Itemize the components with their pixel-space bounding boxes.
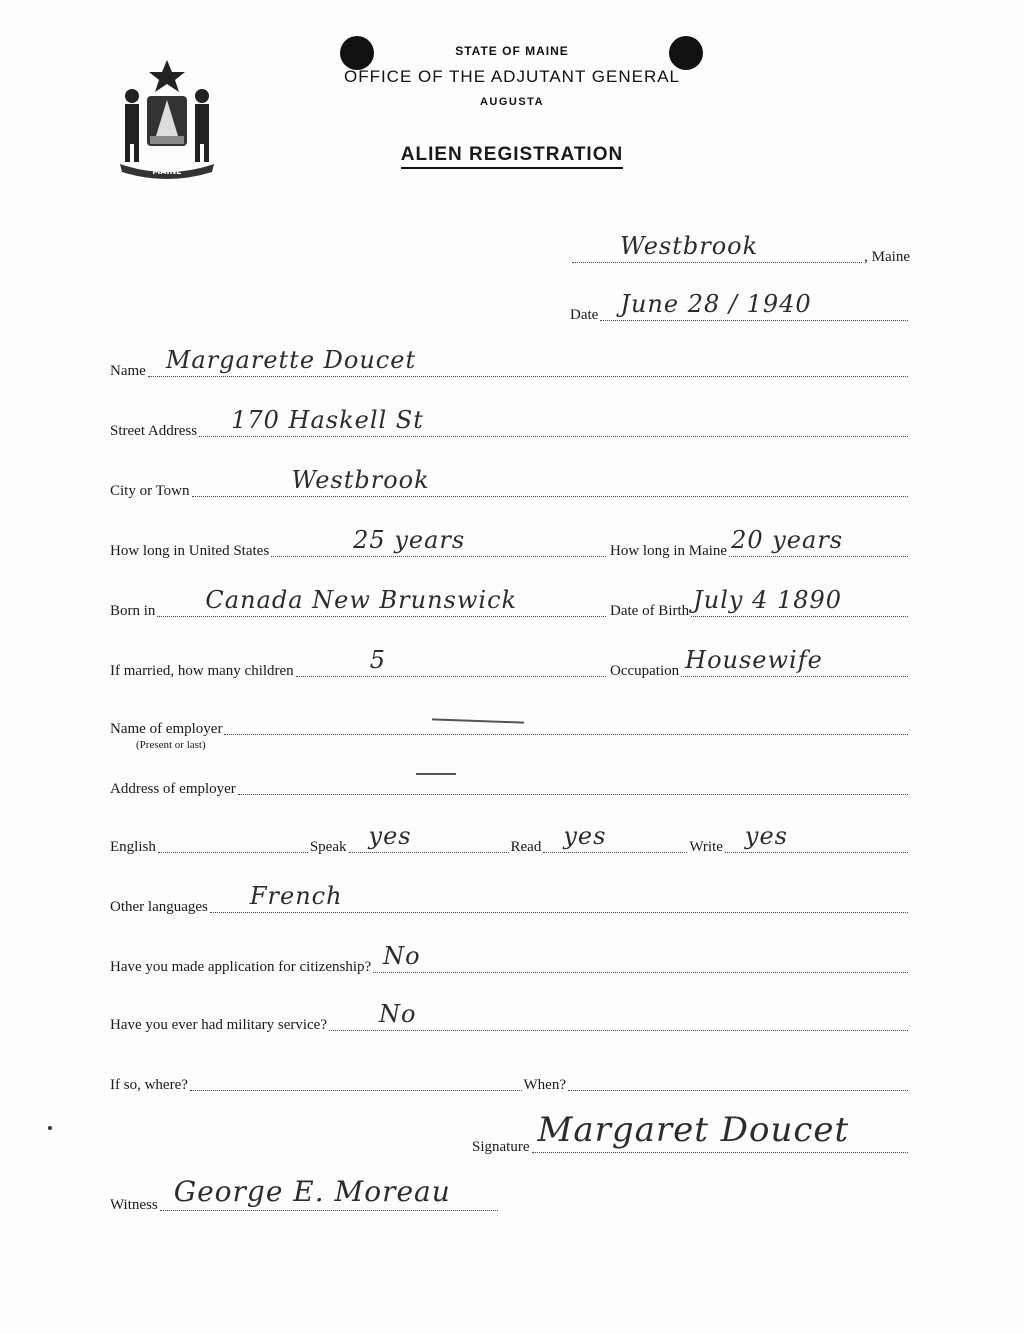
english-field [158,838,308,853]
where-field[interactable] [190,1076,522,1091]
office-heading: OFFICE OF THE ADJUTANT GENERAL [343,67,681,86]
city-label: City or Town [110,483,190,499]
other-lang-label: Other languages [110,899,208,915]
military-label: Have you ever had military service? [110,1017,327,1033]
date-row [570,290,910,324]
employer-addr-label: Address of employer [110,781,236,797]
citizenship-row [110,942,910,976]
dob-field[interactable] [691,586,908,617]
military-field[interactable] [329,1000,908,1031]
signature-label: Signature [472,1139,530,1155]
english-label: English [110,839,156,855]
speak-label: Speak [309,839,347,855]
me-years-value: 20 years [731,526,844,554]
witness-label: Witness [110,1197,158,1213]
occupation-field[interactable] [681,646,908,677]
other-lang-field[interactable] [210,882,908,913]
signature-field[interactable] [532,1110,909,1153]
us-years-label: How long in United States [110,543,270,559]
occupation-label: Occupation [610,663,680,679]
place-label: , Maine [864,249,910,265]
when-label: When? [523,1077,566,1093]
children-value: 5 [369,646,386,674]
where-row [110,1076,910,1094]
name-value: Margarette Doucet [165,346,417,374]
witness-value: George E. Moreau [173,1175,451,1208]
read-value: yes [563,822,607,850]
city-heading: AUGUSTA [479,96,545,108]
citizenship-value: No [383,942,421,970]
english-row [110,822,910,856]
me-years-label: How long in Maine [610,543,728,559]
write-value: yes [744,822,788,850]
street-row [110,406,910,440]
children-field[interactable] [296,646,606,677]
read-field[interactable] [543,822,687,853]
date-field[interactable] [600,290,908,321]
write-label: Write [689,839,723,855]
dob-row [610,586,910,620]
us-years-row [110,526,608,560]
born-field[interactable] [157,586,606,617]
dob-label: Date of Birth [610,603,690,619]
name-label: Name [110,363,146,379]
me-years-field[interactable] [729,526,908,557]
form-title: ALIEN REGISTRATION [0,144,1024,166]
name-row [110,346,910,380]
employer-addr-dash-mark [416,773,456,775]
date-value: June 28 / 1940 [620,290,812,318]
place-row [570,232,910,266]
place-value: Westbrook [620,232,759,260]
children-label: If married, how many children [110,663,294,679]
city-value: Westbrook [291,466,430,494]
born-label: Born in [110,603,156,619]
employer-field[interactable] [224,720,908,735]
when-field[interactable] [568,1076,908,1091]
us-years-field[interactable] [271,526,606,557]
street-label: Street Address [110,423,198,439]
state-heading: STATE OF MAINE [455,44,569,58]
signature-row [472,1110,910,1156]
speak-field[interactable] [349,822,509,853]
dob-value: July 4 1890 [693,586,843,614]
place-field[interactable] [572,232,862,263]
me-years-row [610,526,910,560]
witness-row [110,1175,500,1214]
employer-addr-row [110,780,910,798]
other-lang-value: French [249,882,343,910]
where-label: If so, where? [110,1077,188,1093]
stray-ink-mark [48,1126,52,1130]
born-row [110,586,608,620]
occupation-row [610,646,910,680]
street-value: 170 Haskell St [231,406,424,434]
us-years-value: 25 years [353,526,466,554]
military-row [110,1000,910,1034]
write-field[interactable] [725,822,908,853]
witness-field[interactable] [160,1175,498,1211]
name-field[interactable] [148,346,908,377]
read-label: Read [510,839,542,855]
signature-value: Margaret Doucet [537,1110,850,1150]
citizenship-label: Have you made application for citizenship? [110,959,372,975]
employer-addr-field[interactable] [238,780,908,795]
date-label: Date [570,307,599,323]
city-field[interactable] [192,466,908,497]
occupation-value: Housewife [685,646,823,674]
employer-label: Name of employer [110,721,223,737]
other-lang-row [110,882,910,916]
speak-value: yes [368,822,412,850]
born-value: Canada New Brunswick [205,586,518,614]
children-row [110,646,608,680]
employer-row [110,720,910,738]
seal-banner-text: MAINE [152,167,182,176]
city-row [110,466,910,500]
employer-sublabel: (Present or last) [136,739,206,751]
street-field[interactable] [199,406,908,437]
citizenship-field[interactable] [373,942,908,973]
military-value: No [379,1000,417,1028]
